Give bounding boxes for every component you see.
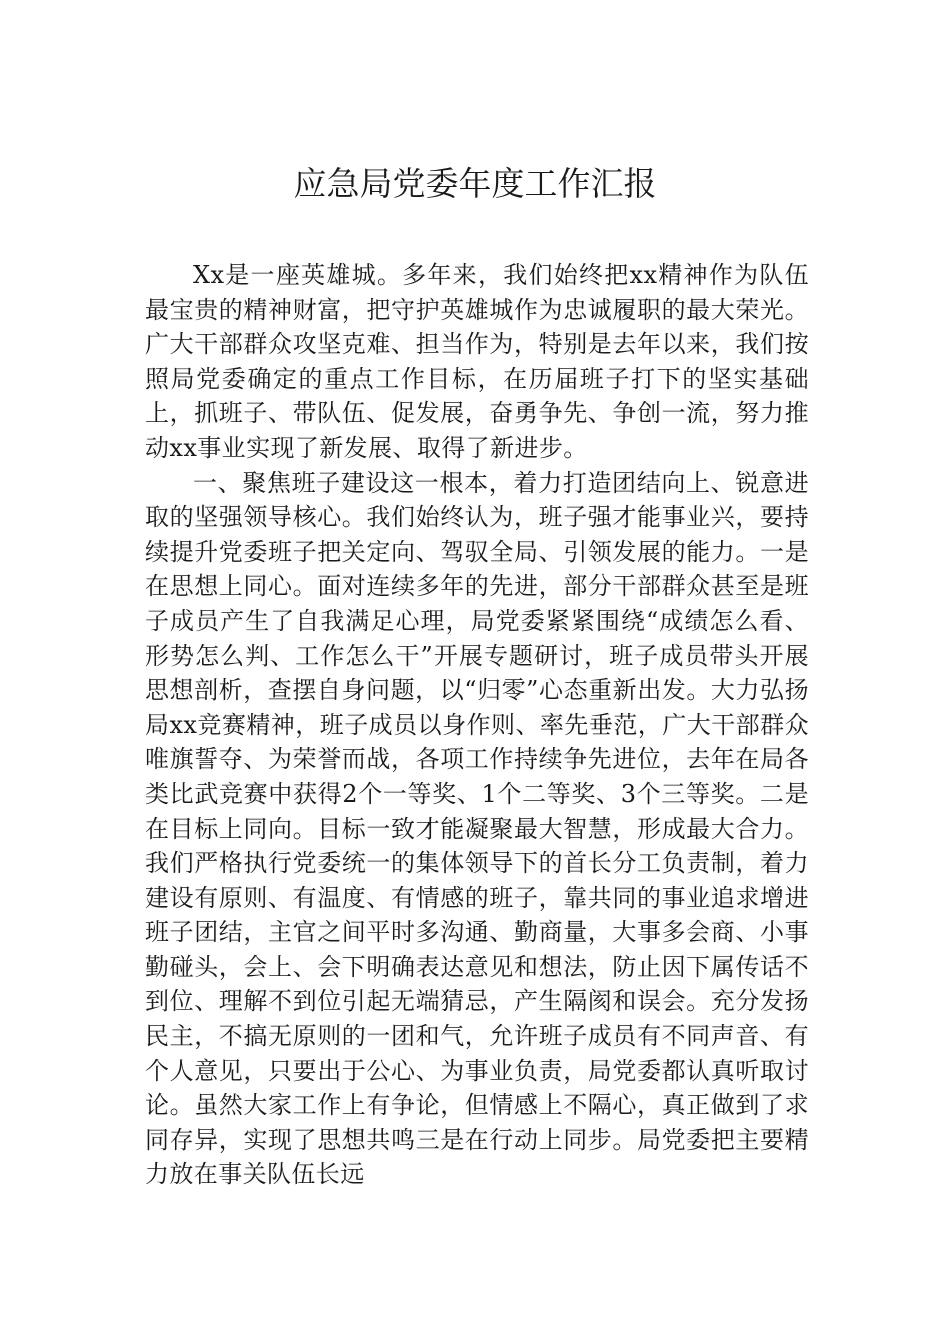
document-title: 应急局党委年度工作汇报 xyxy=(293,164,657,203)
document-body xyxy=(145,258,809,1192)
body-paragraph-intro: Xx是一座英雄城。多年来，我们始终把xx精神作为队伍最宝贵的精神财富，把守护英雄城作为忠诚履职的最大荣光。广大干部群众攻坚克难、担当作为，特别是去年以来，我们按照局党委确定的重点工作目标，在历届班子打下的坚实基础上，抓班子、带队伍、促发展，奋勇争先、争创一流，努力推动xx事业实现了新发展、取得了新进步。 xyxy=(145,261,809,462)
body-paragraph-section-one: 一、聚焦班子建设这一根本，着力打造团结向上、锐意进取的坚强领导核心。我们始终认为，班子强才能事业兴，要持续提升党委班子把关定向、驾驭全局、引领发展的能力。一是在思想上同心。面对连续多年的先进，部分干部群众甚至是班子成员产生了自我满足心理，局党委紧紧围绕“成绩怎么看、形势怎么判、工作怎么干”开展专题研讨，班子成员带头开展思想剖析，查摆自身问题，以“归零”心态重新出发。大力弘扬局xx竞赛精神，班子成员以身作则、率先垂范，广大干部群众唯旗誓夺、为荣誉而战，各项工作持续争先进位，去年在局各类比武竞赛中获得2个一等奖、1个二等奖、3个三等奖。二是在目标上同向。目标一致才能凝聚最大智慧，形成最大合力。我们严格执行党委统一的集体领导下的首长分工负责制，着力建设有原则、有温度、有情感的班子，靠共同的事业追求增进班子团结，主官之间平时多沟通、勤商量，大事多会商、小事勤碰头，会上、会下明确表达意见和想法，防止因下属传话不到位、理解不到位引起无端猜忌，产生隔阂和误会。充分发扬民主，不搞无原则的一团和气，允许班子成员有不同声音、有个人意见，只要出于公心、为事业负责，局党委都认真听取讨论。虽然大家工作上有争论，但情感上不隔心，真正做到了求同存异，实现了思想共鸣三是在行动上同步。局党委把主要精力放在事关队伍长远 xyxy=(145,468,809,1189)
